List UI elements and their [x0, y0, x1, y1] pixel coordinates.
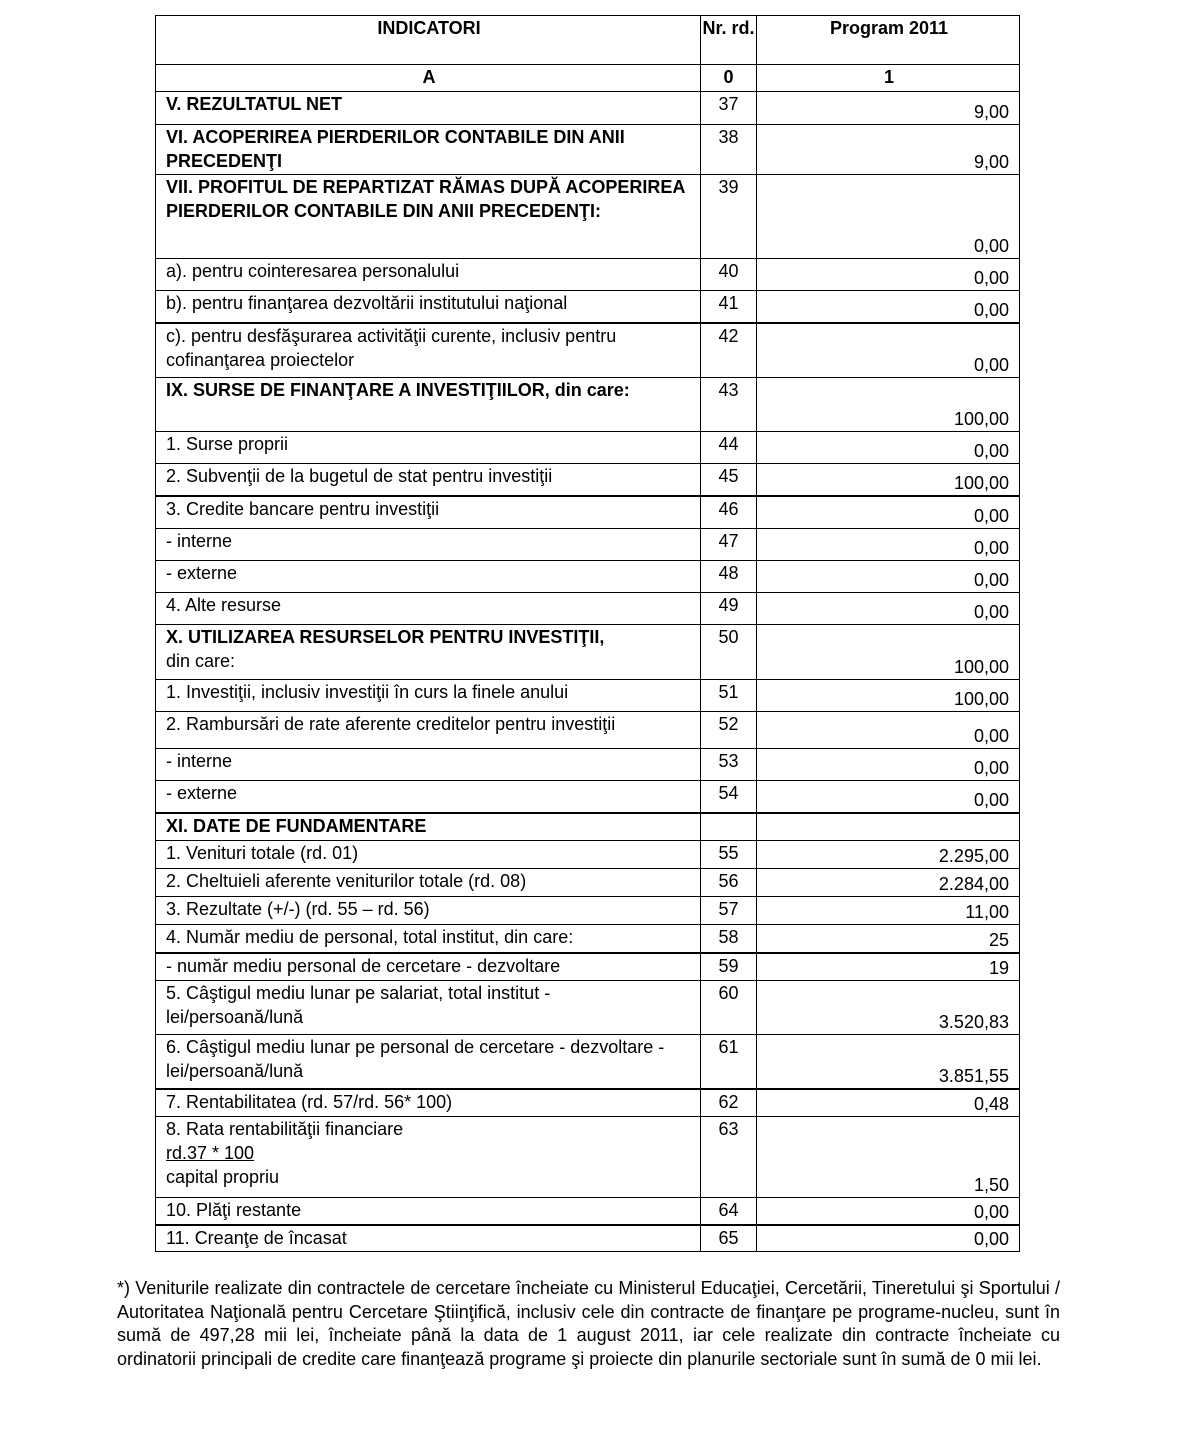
row-value: 0,00	[757, 781, 1020, 813]
row-label-bold: X. UTILIZAREA RESURSELOR PENTRU INVESTIŢII,	[166, 627, 605, 647]
row-nr: 54	[701, 781, 757, 813]
header-indicatori: INDICATORI	[156, 16, 701, 65]
row-label: a). pentru cointeresarea personalului	[156, 259, 701, 291]
row-value	[757, 813, 1020, 841]
row-value: 0,00	[757, 323, 1020, 378]
table-row	[156, 625, 1020, 680]
table-row	[156, 981, 1020, 1035]
row-value: 2.295,00	[757, 841, 1020, 869]
row-nr: 37	[701, 92, 757, 125]
row-value: 19	[757, 953, 1020, 981]
row-value: 0,00	[757, 432, 1020, 464]
indicators-table	[155, 15, 1020, 1252]
row-nr: 49	[701, 593, 757, 625]
row-label: IX. SURSE DE FINANŢARE A INVESTIŢIILOR, din care:	[156, 378, 701, 432]
row-value: 0,00	[757, 1198, 1020, 1225]
row-nr: 63	[701, 1117, 757, 1198]
subheader-1: 1	[757, 65, 1020, 92]
row-label: VI. ACOPERIREA PIERDERILOR CONTABILE DIN ANII PRECEDENŢI	[156, 125, 701, 175]
row-label: 1. Surse proprii	[156, 432, 701, 464]
table-row	[156, 593, 1020, 625]
table-row	[156, 432, 1020, 464]
row-value: 0,00	[757, 175, 1020, 259]
row-nr: 43	[701, 378, 757, 432]
table-row	[156, 1117, 1020, 1198]
table-row	[156, 925, 1020, 953]
table-row	[156, 712, 1020, 749]
row-nr: 47	[701, 529, 757, 561]
row-value: 0,00	[757, 749, 1020, 781]
row-nr: 64	[701, 1198, 757, 1225]
table-row	[156, 680, 1020, 712]
row-nr: 39	[701, 175, 757, 259]
row-nr: 53	[701, 749, 757, 781]
row-label: 5. Câştigul mediu lunar pe salariat, total institut - lei/persoană/lună	[156, 981, 701, 1035]
table-header-row	[156, 16, 1020, 65]
row-value: 100,00	[757, 464, 1020, 496]
row-nr: 46	[701, 496, 757, 529]
subheader-a: A	[156, 65, 701, 92]
row-label: 3. Rezultate (+/-) (rd. 55 – rd. 56)	[156, 897, 701, 925]
row-nr: 41	[701, 291, 757, 323]
row-nr: 48	[701, 561, 757, 593]
row-label-rest: din care:	[166, 651, 236, 671]
row-label: 2. Rambursări de rate aferente creditelor pentru investiţii	[156, 712, 701, 749]
table-row-section-header	[156, 813, 1020, 841]
row-nr: 56	[701, 869, 757, 897]
row-value: 100,00	[757, 625, 1020, 680]
row-label: VII. PROFITUL DE REPARTIZAT RĂMAS DUPĂ ACOPERIREA PIERDERILOR CONTABILE DIN ANII PRECEDENŢI:	[156, 175, 701, 259]
row-label: - interne	[156, 529, 701, 561]
row-value: 0,48	[757, 1089, 1020, 1117]
row-nr	[701, 813, 757, 841]
row-label: 4. Alte resurse	[156, 593, 701, 625]
row-value: 1,50	[757, 1117, 1020, 1198]
row-value: 0,00	[757, 712, 1020, 749]
row-label: 7. Rentabilitatea (rd. 57/rd. 56* 100)	[156, 1089, 701, 1117]
row-label	[156, 1117, 701, 1198]
footnote: *) Veniturile realizate din contractele de cercetare încheiate cu Ministerul Educaţiei, Cercetării, Tineretului şi Sportului / Autoritatea Naţională pentru Cercetare Ştiinţifică, inclusiv cele din contracte de finanţare pe programe-nucleu, sunt în sumă de 497,28 mii lei, încheiate până la data de 1 august 2011, iar cele realizate din contracte încheiate cu ordinatorii principali de credite care finanţează programe şi proiecte din planurile sectoriale sunt în sumă de 0 mii lei.	[117, 1278, 1060, 1369]
table-row	[156, 291, 1020, 323]
row-nr: 51	[701, 680, 757, 712]
table-row	[156, 323, 1020, 378]
row-nr: 44	[701, 432, 757, 464]
row-value: 100,00	[757, 680, 1020, 712]
row-value: 0,00	[757, 496, 1020, 529]
formula-denominator: capital propriu	[166, 1167, 280, 1187]
table-row	[156, 1035, 1020, 1089]
row-nr: 50	[701, 625, 757, 680]
formula-numerator: rd.37 * 100	[166, 1143, 255, 1163]
row-nr: 55	[701, 841, 757, 869]
table-row	[156, 259, 1020, 291]
table-row	[156, 1089, 1020, 1117]
row-label	[156, 625, 701, 680]
row-nr: 40	[701, 259, 757, 291]
table-row	[156, 1225, 1020, 1252]
row-label-line1: 8. Rata rentabilităţii financiare	[166, 1119, 404, 1139]
subheader-0: 0	[701, 65, 757, 92]
row-value: 100,00	[757, 378, 1020, 432]
row-label: 6. Câştigul mediu lunar pe personal de cercetare - dezvoltare - lei/persoană/lună	[156, 1035, 701, 1089]
row-label: b). pentru finanţarea dezvoltării institutului naţional	[156, 291, 701, 323]
row-label: XI. DATE DE FUNDAMENTARE	[156, 813, 701, 841]
row-label: 1. Investiţii, inclusiv investiţii în curs la finele anului	[156, 680, 701, 712]
row-label: c). pentru desfăşurarea activităţii curente, inclusiv pentru cofinanţarea proiectelor	[156, 323, 701, 378]
table-row	[156, 841, 1020, 869]
table-row	[156, 496, 1020, 529]
row-value: 9,00	[757, 125, 1020, 175]
row-value: 0,00	[757, 593, 1020, 625]
row-value: 0,00	[757, 291, 1020, 323]
row-value: 0,00	[757, 259, 1020, 291]
row-nr: 61	[701, 1035, 757, 1089]
header-nr-rd: Nr. rd.	[701, 16, 757, 65]
row-label: 3. Credite bancare pentru investiţii	[156, 496, 701, 529]
table-row	[156, 561, 1020, 593]
row-label: 4. Număr mediu de personal, total institut, din care:	[156, 925, 701, 953]
row-label: 11. Creanţe de încasat	[156, 1225, 701, 1252]
row-value: 11,00	[757, 897, 1020, 925]
table-row	[156, 378, 1020, 432]
row-label: V. REZULTATUL NET	[156, 92, 701, 125]
row-value: 2.284,00	[757, 869, 1020, 897]
table-row	[156, 897, 1020, 925]
table-row	[156, 953, 1020, 981]
row-label: 2. Subvenţii de la bugetul de stat pentru investiţii	[156, 464, 701, 496]
row-value: 0,00	[757, 561, 1020, 593]
row-nr: 59	[701, 953, 757, 981]
row-label: - număr mediu personal de cercetare - dezvoltare	[156, 953, 701, 981]
row-value: 9,00	[757, 92, 1020, 125]
row-nr: 38	[701, 125, 757, 175]
row-label: 1. Venituri totale (rd. 01)	[156, 841, 701, 869]
row-value: 3.851,55	[757, 1035, 1020, 1089]
table-row	[156, 749, 1020, 781]
table-row	[156, 869, 1020, 897]
table-row	[156, 125, 1020, 175]
row-nr: 52	[701, 712, 757, 749]
row-nr: 42	[701, 323, 757, 378]
table-row	[156, 92, 1020, 125]
row-nr: 58	[701, 925, 757, 953]
table-row	[156, 1198, 1020, 1225]
row-label: 2. Cheltuieli aferente veniturilor totale (rd. 08)	[156, 869, 701, 897]
row-nr: 62	[701, 1089, 757, 1117]
header-program-2011: Program 2011	[757, 16, 1020, 65]
row-value: 0,00	[757, 1225, 1020, 1252]
row-nr: 57	[701, 897, 757, 925]
table-row	[156, 175, 1020, 259]
table-row	[156, 529, 1020, 561]
row-nr: 65	[701, 1225, 757, 1252]
row-label: 10. Plăţi restante	[156, 1198, 701, 1225]
table-subheader-row	[156, 65, 1020, 92]
table-row	[156, 464, 1020, 496]
table-row	[156, 781, 1020, 813]
row-label: - externe	[156, 781, 701, 813]
row-value: 3.520,83	[757, 981, 1020, 1035]
row-value: 0,00	[757, 529, 1020, 561]
row-nr: 60	[701, 981, 757, 1035]
row-label: - externe	[156, 561, 701, 593]
row-label: - interne	[156, 749, 701, 781]
row-nr: 45	[701, 464, 757, 496]
row-value: 25	[757, 925, 1020, 953]
